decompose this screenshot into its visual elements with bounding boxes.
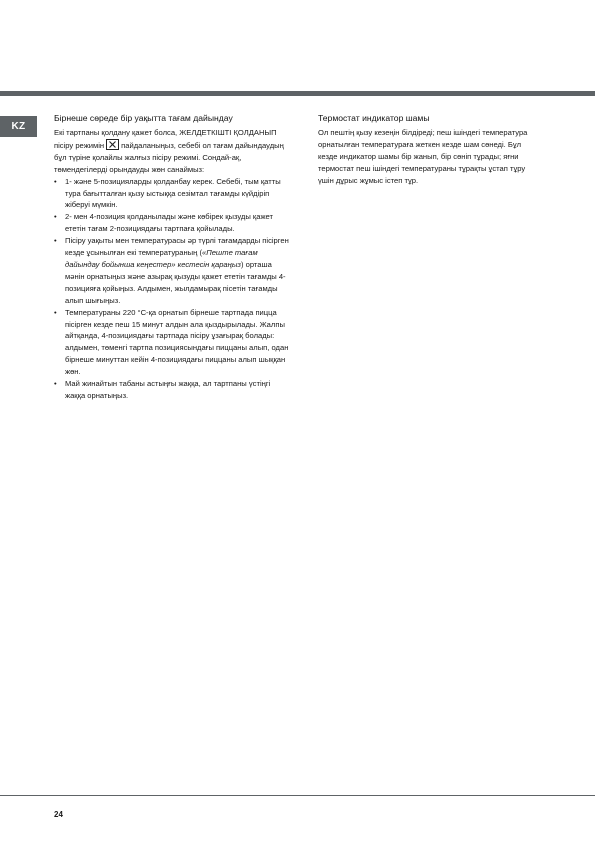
tips-list (54, 176, 292, 402)
fan-mode-icon (106, 139, 119, 150)
language-tab: KZ (0, 116, 37, 137)
intro-text-a: Екі тартпаны қолдану қажет болса, ЖЕЛДЕТКІШТІ ҚОЛДАНЫП пісіру режимін (54, 128, 277, 150)
section-heading-multilevel-cooking: Бірнеше сөреде бір уақытта тағам дайындау (54, 113, 233, 123)
list-item: • Май жинайтын табаны астыңғы жаққа, ал тартпаны үстіңгі жаққа орнатыңыз. (54, 378, 292, 402)
left-column (54, 112, 292, 402)
section-heading-thermostat-light: Термостат индикатор шамы (318, 113, 430, 123)
intro-paragraph (54, 127, 292, 176)
intro-text-b: пайдаланыңыз, себебі ол тағам дайындаудың бұл түріне қолайлы жалғыз пісіру режимі. Сондай-ақ, төмендегілерді орындауды жөн санаймыз: (54, 140, 284, 174)
right-column (318, 112, 542, 187)
thermostat-paragraph: Ол пештің қызу кезеңін білдіреді; пеш ішіндегі температура орнатылған температураға жеткен кезде шам сөнеді. Бұл кезде индикатор шамы бір жанып, бір сөніп тұрады; яғни термостат пеш ішіндегі температураны тұрақты ұстап тұру үшін дұрыс жұмыс істеп тұр. (318, 128, 528, 185)
list-item: • 2- мен 4-позиция қолданылады және көбірек қызуды қажет ететін тағам 2-позициядағы тартпаға қойылады. (54, 211, 292, 235)
b3-table-reference: «Пеште тағам дайындау бойынша кеңестер» кестесін қараңыз (65, 248, 258, 269)
b3-text-b: ) орташа мәнін орнатыңыз және азырақ қызуды қажет ететін тағамды 4-позицияға қойыңыз. Алдымен, жылдамырақ пісетін тағамды алып шығыңыз. (65, 259, 286, 305)
bottom-rule (0, 795, 595, 796)
page-number: 24 (54, 810, 63, 819)
list-item (54, 235, 292, 306)
top-rule (0, 91, 595, 96)
list-item: • 1- және 5-позицияларды қолданбау керек. Себебі, тым қатты тура бағытталған қызу ыстыққа сезімтал тағамды күйдіріп жіберуі мүмкін. (54, 176, 292, 212)
list-item: • Температураны 220 °C-қа орнатып бірнеше тартпада пицца пісірген кезде пеш 15 минут алдын ала қыздырылады. Жалпы айтқанда, 4-позициядағы тартпада пісіру ұзағырақ болады: алдымен, төменгі тартпа позициясындағы пиццаны алып, одан бірнеше минуттан кейін 4-позициядағы пиццаны алып шыққан жөн. (54, 307, 292, 378)
b3-text-a: Пісіру уақыты мен температурасы әр түрлі тағамдарды пісірген кезде ұсынылған екі температураның ( (65, 236, 289, 258)
